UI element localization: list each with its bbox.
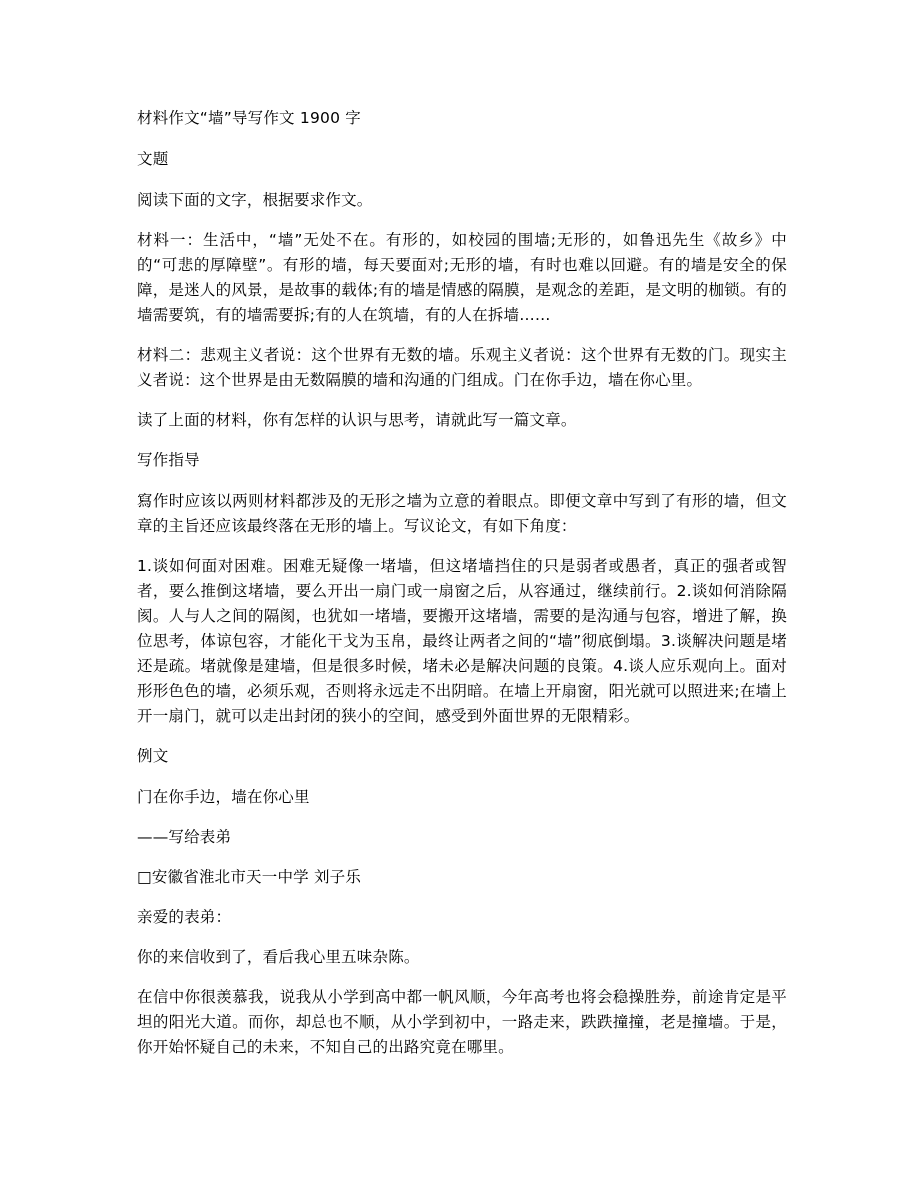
document-page xyxy=(137,106,787,1075)
guide-heading: 写作指导 xyxy=(137,451,200,469)
document-title: 材料作文“墙”导写作文 1900 字 xyxy=(137,109,361,127)
essay-title: 门在你手边，墙在你心里 xyxy=(137,788,310,806)
material-two-paragraph: 材料二：悲观主义者说：这个世界有无数的墙。乐观主义者说：这个世界有无数的门。现实主义者说：这个世界是由无数隔膜的墙和沟通的门组成。门在你手边，墙在你心里。 xyxy=(137,346,787,389)
essay-subtitle: ——写给表弟 xyxy=(137,828,232,846)
topic-heading: 文题 xyxy=(137,150,169,168)
salutation: 亲爱的表弟： xyxy=(137,908,232,926)
material-one-paragraph: 材料一：生活中，“墙”无处不在。有形的，如校园的围墙;无形的，如鲁迅先生《故乡》中的“可悲的厚障壁”。有形的墙，每天要面对;无形的墙，有时也难以回避。有的墙是安全的保障，是迷人的风景，是故事的载体;有的墙是情感的隔膜，是观念的差距，是文明的枷锁。有的墙需要筑，有的墙需要拆;有的人在筑墙，有的人在拆墙…… xyxy=(137,231,787,324)
instruction-paragraph: 阅读下面的文字，根据要求作文。 xyxy=(137,191,373,209)
guide-intro-paragraph: 寫作时应该以两则材料都涉及的无形之墙为立意的着眼点。即便文章中写到了有形的墙，但文章的主旨还应该最终落在无形的墙上。写议论文，有如下角度： xyxy=(137,492,787,535)
task-paragraph: 读了上面的材料，你有怎样的认识与思考，请就此写一篇文章。 xyxy=(137,411,577,429)
body-paragraph-2: 在信中你很羡慕我，说我从小学到高中都一帆风顺，今年高考也将会稳操胜券，前途肯定是平坦的阳光大道。而你，却总也不顺，从小学到初中，一路走来，跌跌撞撞，老是撞墙。于是，你开始怀疑自己的未来，不知自己的出路究竟在哪里。 xyxy=(137,988,787,1056)
essay-author: □安徽省淮北市天一中学 刘子乐 xyxy=(137,868,362,886)
body-paragraph-1: 你的来信收到了，看后我心里五味杂陈。 xyxy=(137,948,420,966)
guide-angles-paragraph: 1.谈如何面对困难。困难无疑像一堵墙，但这堵墙挡住的只是弱者或愚者，真正的强者或智者，要么推倒这堵墙，要么开出一扇门或一扇窗之后，从容通过，继续前行。2.谈如何消除隔阂。人与人之间的隔阂，也犹如一堵墙，要搬开这堵墙，需要的是沟通与包容，增进了解，换位思考，体谅包容，才能化干戈为玉帛，最终让两者之间的“墙”彻底倒塌。3.谈解决问题是堵还是疏。堵就像是建墙，但是很多时候，堵未必是解决问题的良策。4.谈人应乐观向上。面对形形色色的墙，必须乐观，否则将永远走不出阴暗。在墙上开扇窗，阳光就可以照进来;在墙上开一扇门，就可以走出封闭的狭小的空间，感受到外面世界的无限精彩。 xyxy=(137,557,787,725)
example-heading: 例文 xyxy=(137,747,169,765)
